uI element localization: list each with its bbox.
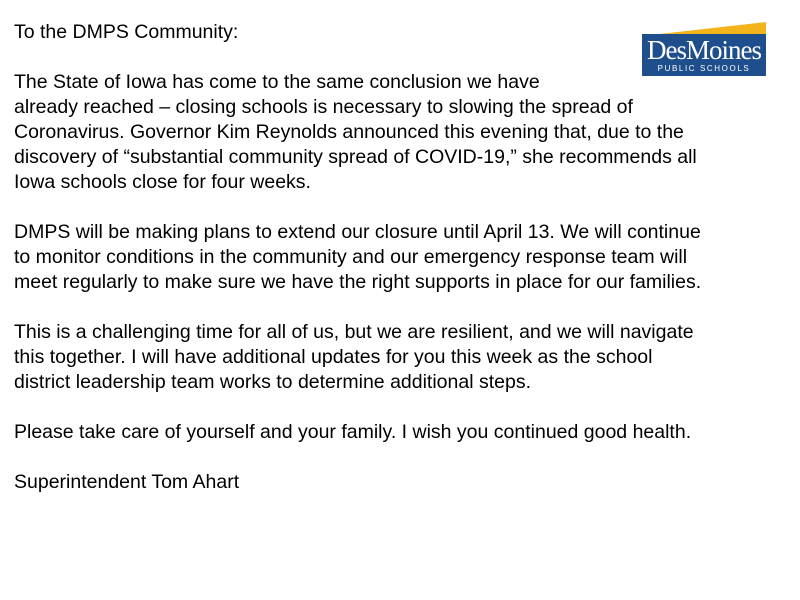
paragraph-gap (14, 195, 794, 220)
paragraph-gap (14, 45, 794, 70)
logo-subtitle: PUBLIC SCHOOLS (657, 64, 751, 73)
paragraph-gap (14, 395, 794, 420)
paragraph-4 (14, 420, 794, 445)
paragraph-gap (14, 445, 794, 470)
paragraph-line: Please take care of yourself and your family. I wish you continued good health. (14, 421, 692, 443)
paragraph-1 (14, 70, 794, 195)
paragraph-line: discovery of “substantial community spread of COVID-19,” she recommends all (14, 146, 697, 168)
greeting: To the DMPS Community: (14, 21, 239, 43)
paragraph-line: This is a challenging time for all of us, but we are resilient, and we will navigate (14, 321, 694, 343)
letter-body (14, 20, 794, 495)
paragraph-line: The State of Iowa has come to the same conclusion we have (14, 71, 540, 93)
signature: Superintendent Tom Ahart (14, 471, 240, 493)
paragraph-gap (14, 295, 794, 320)
paragraph-line: this together. I will have additional updates for you this week as the school (14, 346, 653, 368)
paragraph-3 (14, 320, 794, 395)
paragraph-line: Coronavirus. Governor Kim Reynolds announced this evening that, due to the (14, 121, 684, 143)
paragraph-line: meet regularly to make sure we have the right supports in place for our families. (14, 271, 702, 293)
paragraph-line: already reached – closing schools is necessary to slowing the spread of (14, 96, 633, 118)
paragraph-line: to monitor conditions in the community and our emergency response team will (14, 246, 688, 268)
paragraph-line: district leadership team works to determine additional steps. (14, 371, 531, 393)
paragraph-line: DMPS will be making plans to extend our closure until April 13. We will continue (14, 221, 701, 243)
logo-name: DesMoines (647, 35, 761, 65)
paragraph-2 (14, 220, 794, 295)
paragraph-line: Iowa schools close for four weeks. (14, 171, 311, 193)
